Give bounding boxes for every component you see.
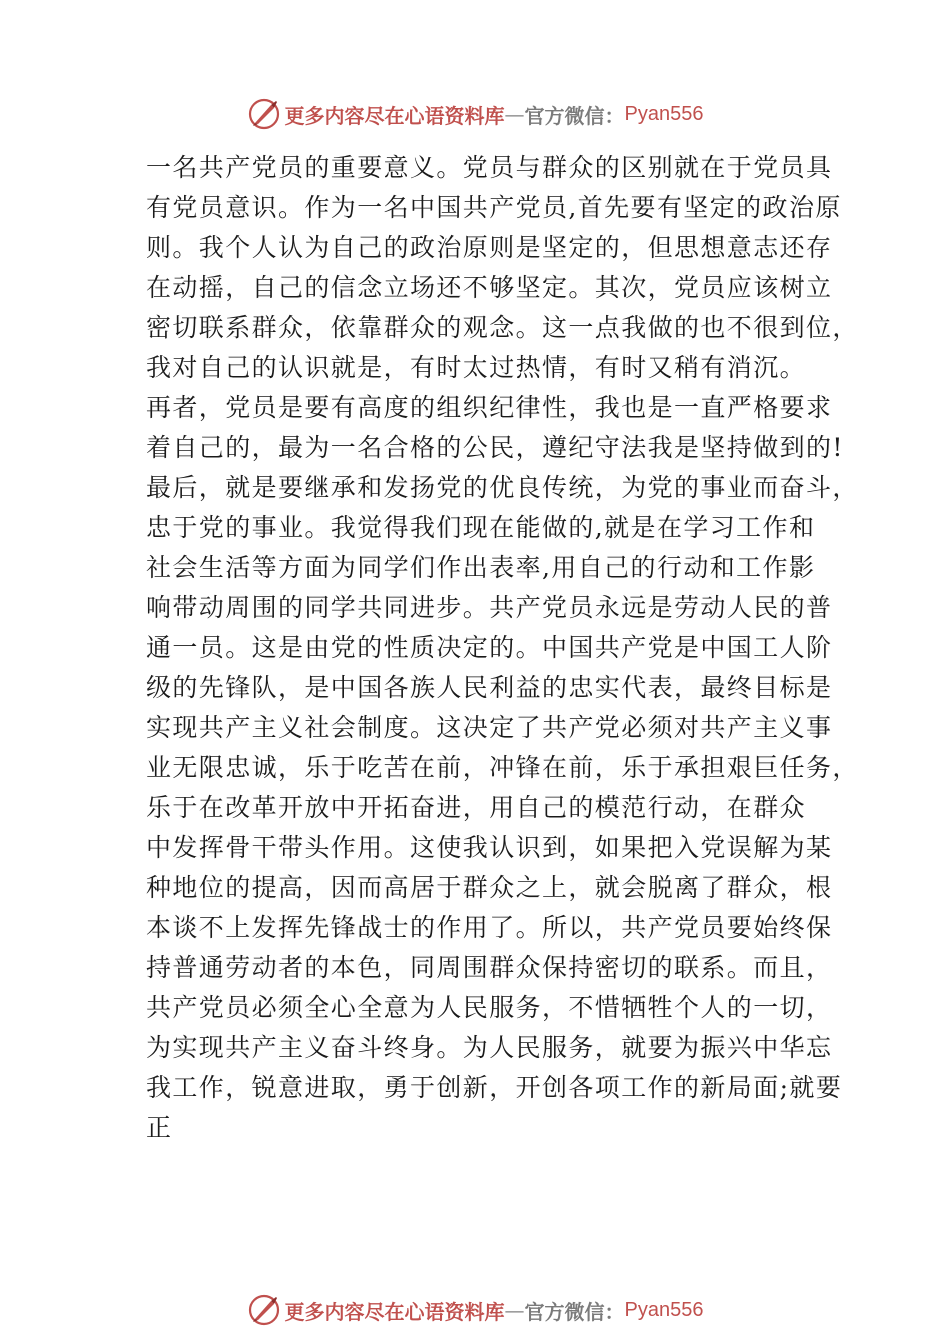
footer-dash: — bbox=[504, 1298, 525, 1322]
body-line: 最后，就是要继承和发扬党的优良传统，为党的事业而奋斗， bbox=[146, 473, 859, 502]
quill-pen-logo-icon bbox=[247, 97, 281, 131]
body-line: 着自己的，最为一名合格的公民，遵纪守法我是坚持做到的! bbox=[146, 433, 844, 462]
body-line: 正 bbox=[146, 1113, 173, 1142]
body-line: 实现共产主义社会制度。这决定了共产党必须对共产主义事 bbox=[146, 713, 833, 742]
header-official-label: 官方微信： bbox=[524, 103, 625, 128]
body-line: 为实现共产主义奋斗终身。为人民服务，就要为振兴中华忘 bbox=[146, 1033, 833, 1062]
body-line: 种地位的提高，因而高居于群众之上，就会脱离了群众，根 bbox=[146, 873, 833, 902]
body-line: 级的先锋队，是中国各族人民利益的忠实代表，最终目标是 bbox=[146, 673, 833, 702]
body-line: 忠于党的事业。我觉得我们现在能做的,就是在学习工作和 bbox=[146, 513, 816, 542]
body-line: 则。我个人认为自己的政治原则是坚定的，但思想意志还存 bbox=[146, 233, 833, 262]
header-wechat-id: Pyan556 bbox=[624, 102, 704, 125]
footer-wechat-id: Pyan556 bbox=[624, 1298, 704, 1321]
body-line: 社会生活等方面为同学们作出表率,用自己的行动和工作影 bbox=[146, 553, 816, 582]
body-line: 通一员。这是由党的性质决定的。中国共产党是中国工人阶 bbox=[146, 633, 833, 662]
body-line: 共产党员必须全心全意为人民服务，不惜牺牲个人的一切， bbox=[146, 993, 833, 1022]
body-line: 我工作，锐意进取，勇于创新，开创各项工作的新局面;就要 bbox=[146, 1073, 843, 1102]
quill-pen-logo-icon bbox=[247, 1293, 281, 1327]
body-line: 本谈不上发挥先锋战士的作用了。所以，共产党员要始终保 bbox=[146, 913, 833, 942]
body-line: 乐于在改革开放中开拓奋进，用自己的模范行动，在群众 bbox=[146, 793, 807, 822]
body-line: 持普通劳动者的本色，同周围群众保持密切的联系。而且， bbox=[146, 953, 833, 982]
body-line: 我对自己的认识就是，有时太过热情，有时又稍有消沉。 bbox=[146, 353, 807, 382]
footer-banner bbox=[0, 1290, 950, 1330]
header-dash: — bbox=[504, 102, 525, 126]
body-line: 密切联系群众，依靠群众的观念。这一点我做的也不很到位， bbox=[146, 313, 859, 342]
body-line: 有党员意识。作为一名中国共产党员,首先要有坚定的政治原 bbox=[146, 193, 842, 222]
body-line: 再者，党员是要有高度的组织纪律性，我也是一直严格要求 bbox=[146, 393, 833, 422]
body-line: 业无限忠诚，乐于吃苦在前，冲锋在前，乐于承担艰巨任务， bbox=[146, 753, 859, 782]
header-banner bbox=[0, 94, 950, 134]
body-line: 在动摇，自己的信念立场还不够坚定。其次，党员应该树立 bbox=[146, 273, 833, 302]
footer-official-label: 官方微信： bbox=[524, 1299, 625, 1324]
footer-site-text: 更多内容尽在心语资料库 bbox=[284, 1299, 505, 1324]
document-body bbox=[146, 148, 859, 1148]
header-site-text: 更多内容尽在心语资料库 bbox=[284, 103, 505, 128]
body-line: 响带动周围的同学共同进步。共产党员永远是劳动人民的普 bbox=[146, 593, 833, 622]
body-line: 中发挥骨干带头作用。这使我认识到，如果把入党误解为某 bbox=[146, 833, 833, 862]
body-line: 一名共产党员的重要意义。党员与群众的区别就在于党员具 bbox=[146, 153, 833, 182]
